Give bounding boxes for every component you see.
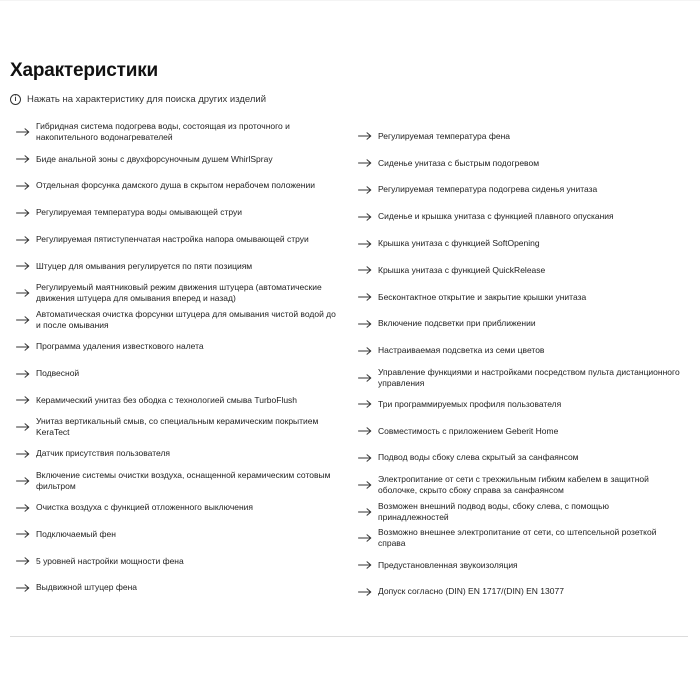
characteristic-label: Подключаемый фен — [36, 528, 116, 539]
characteristic-link[interactable] — [352, 123, 690, 150]
characteristic-label: 5 уровней настройки мощности фена — [36, 555, 184, 566]
characteristic-link[interactable] — [10, 226, 348, 253]
arrow-right-icon — [16, 530, 34, 538]
characteristic-link[interactable] — [352, 337, 690, 364]
arrow-right-icon — [16, 450, 34, 458]
arrow-right-icon — [16, 343, 34, 351]
arrow-right-icon — [16, 504, 34, 512]
hint-text: Нажать на характеристику для поиска других изделий — [27, 93, 267, 105]
characteristic-label: Бесконтактное открытие и закрытие крышки унитаза — [378, 291, 587, 302]
arrow-right-icon — [16, 396, 34, 404]
characteristic-link[interactable] — [10, 414, 348, 441]
characteristic-link[interactable] — [352, 257, 690, 284]
characteristic-label: Подвод воды сбоку слева скрытый за санфаянсом — [378, 452, 579, 463]
characteristic-label: Отдельная форсунка дамского душа в скрытом нерабочем положении — [36, 180, 315, 191]
characteristic-label: Возможен внешний подвод воды, сбоку слева, с помощью принадлежностей — [378, 500, 609, 522]
characteristic-label: Регулируемая температура подогрева сиденья унитаза — [378, 184, 598, 195]
characteristic-label: Регулируемая пятиступенчатая настройка напора омывающей струи — [36, 234, 309, 245]
characteristic-link[interactable] — [10, 146, 348, 173]
right-column — [352, 119, 690, 605]
info-icon: i — [10, 94, 21, 105]
characteristic-label: Подвесной — [36, 368, 80, 379]
characteristic-label: Биде анальной зоны с двухфорсуночным душем WhirlSpray — [36, 153, 273, 164]
characteristic-link[interactable] — [352, 471, 690, 498]
characteristic-link[interactable] — [10, 199, 348, 226]
characteristic-label: Регулируемая температура воды омывающей струи — [36, 207, 242, 218]
arrow-right-icon — [358, 588, 376, 596]
characteristic-label: Крышка унитаза с функцией QuickRelease — [378, 264, 546, 275]
characteristic-link[interactable] — [10, 333, 348, 360]
arrow-right-icon — [16, 584, 34, 592]
left-column — [10, 119, 348, 605]
arrow-right-icon — [16, 557, 34, 565]
characteristic-label: Регулируемый маятниковый режим движения штуцера (автоматические движения штуцера для омывания вперед и назад) — [36, 282, 322, 304]
characteristic-label: Возможно внешнее электропитание от сети, со штепсельной розеткой справа — [378, 527, 657, 549]
characteristic-label: Крышка унитаза с функцией SoftOpening — [378, 238, 540, 249]
characteristic-link[interactable] — [10, 548, 348, 575]
characteristic-link[interactable] — [10, 360, 348, 387]
characteristic-link[interactable] — [352, 579, 690, 606]
arrow-right-icon — [358, 213, 376, 221]
arrow-right-icon — [358, 508, 376, 516]
arrow-right-icon — [358, 454, 376, 462]
characteristic-link[interactable] — [352, 177, 690, 204]
characteristic-label: Программа удаления известкового налета — [36, 341, 204, 352]
characteristic-label: Настраиваемая подсветка из семи цветов — [378, 345, 545, 356]
characteristic-link[interactable] — [352, 418, 690, 445]
characteristic-link[interactable] — [352, 311, 690, 338]
arrow-right-icon — [358, 374, 376, 382]
characteristic-link[interactable] — [10, 280, 348, 307]
arrow-right-icon — [16, 236, 34, 244]
characteristic-link[interactable] — [10, 467, 348, 494]
characteristic-link[interactable] — [10, 307, 348, 334]
characteristic-link[interactable] — [10, 441, 348, 468]
characteristic-link[interactable] — [10, 387, 348, 414]
characteristic-label: Сиденье и крышка унитаза с функцией плавного опускания — [378, 211, 614, 222]
hint-row — [10, 89, 690, 109]
arrow-right-icon — [358, 186, 376, 194]
arrow-right-icon — [16, 128, 34, 136]
arrow-right-icon — [16, 423, 34, 431]
characteristic-label: Включение системы очистки воздуха, оснащенной керамическим сотовым фильтром — [36, 469, 331, 491]
arrow-right-icon — [16, 370, 34, 378]
arrow-right-icon — [358, 427, 376, 435]
arrow-right-icon — [358, 266, 376, 274]
characteristic-link[interactable] — [352, 445, 690, 472]
characteristic-label: Регулируемая температура фена — [378, 130, 511, 141]
characteristic-link[interactable] — [352, 284, 690, 311]
characteristic-label: Выдвижной штуцер фена — [36, 582, 138, 593]
arrow-right-icon — [358, 347, 376, 355]
characteristic-label: Керамический унитаз без ободка с технологией смыва TurboFlush — [36, 394, 298, 405]
arrow-right-icon — [16, 316, 34, 324]
characteristic-label: Электропитание от сети с трехжильным гибким кабелем в защитной оболочке, скрыто сбоку справа за санфаянсом — [378, 473, 649, 495]
characteristic-link[interactable] — [10, 494, 348, 521]
bottom-divider — [10, 636, 688, 637]
arrow-right-icon — [358, 534, 376, 542]
characteristic-link[interactable] — [352, 498, 690, 525]
characteristic-link[interactable] — [352, 391, 690, 418]
characteristic-link[interactable] — [352, 150, 690, 177]
arrow-right-icon — [358, 293, 376, 301]
characteristic-label: Включение подсветки при приближении — [378, 318, 536, 329]
arrow-right-icon — [16, 182, 34, 190]
arrow-right-icon — [16, 477, 34, 485]
characteristic-label: Штуцер для омывания регулируется по пяти позициям — [36, 260, 253, 271]
characteristic-link[interactable] — [352, 552, 690, 579]
characteristic-link[interactable] — [10, 575, 348, 602]
characteristic-link[interactable] — [352, 364, 690, 391]
characteristic-label: Совместимость с приложением Geberit Home — [378, 425, 559, 436]
characteristic-label: Предустановленная звукоизоляция — [378, 559, 518, 570]
characteristic-link[interactable] — [10, 521, 348, 548]
characteristic-label: Датчик присутствия пользователя — [36, 448, 171, 459]
characteristic-link[interactable] — [10, 119, 348, 146]
characteristic-label: Унитаз вертикальный смыв, со специальным керамическим покрытием KeraTect — [36, 416, 319, 438]
arrow-right-icon — [16, 262, 34, 270]
characteristic-label: Допуск согласно (DIN) EN 1717/(DIN) EN 13077 — [378, 586, 564, 597]
characteristic-link[interactable] — [10, 253, 348, 280]
characteristic-link[interactable] — [10, 173, 348, 200]
characteristics-section — [10, 58, 690, 109]
arrow-right-icon — [358, 481, 376, 489]
arrow-right-icon — [358, 159, 376, 167]
characteristics-columns — [10, 119, 690, 605]
characteristic-label: Сиденье унитаза с быстрым подогревом — [378, 157, 540, 168]
section-title: Характеристики — [10, 60, 159, 81]
characteristic-link[interactable] — [352, 230, 690, 257]
characteristic-label: Управление функциями и настройками посредством пульта дистанционного управления — [378, 366, 680, 388]
arrow-right-icon — [16, 155, 34, 163]
characteristic-label: Очистка воздуха с функцией отложенного выключения — [36, 502, 254, 513]
characteristic-link[interactable] — [352, 525, 690, 552]
characteristic-label: Автоматическая очистка форсунки штуцера для омывания чистой водой до и после омывания — [36, 308, 336, 330]
top-divider — [0, 0, 700, 1]
arrow-right-icon — [358, 132, 376, 140]
arrow-right-icon — [16, 289, 34, 297]
characteristic-label: Гибридная система подогрева воды, состоящая из проточного и накопительного водонагревателей — [36, 121, 290, 143]
arrow-right-icon — [358, 320, 376, 328]
characteristic-link[interactable] — [352, 203, 690, 230]
arrow-right-icon — [358, 240, 376, 248]
arrow-right-icon — [358, 561, 376, 569]
arrow-right-icon — [358, 400, 376, 408]
characteristic-label: Три программируемых профиля пользователя — [378, 398, 562, 409]
arrow-right-icon — [16, 209, 34, 217]
